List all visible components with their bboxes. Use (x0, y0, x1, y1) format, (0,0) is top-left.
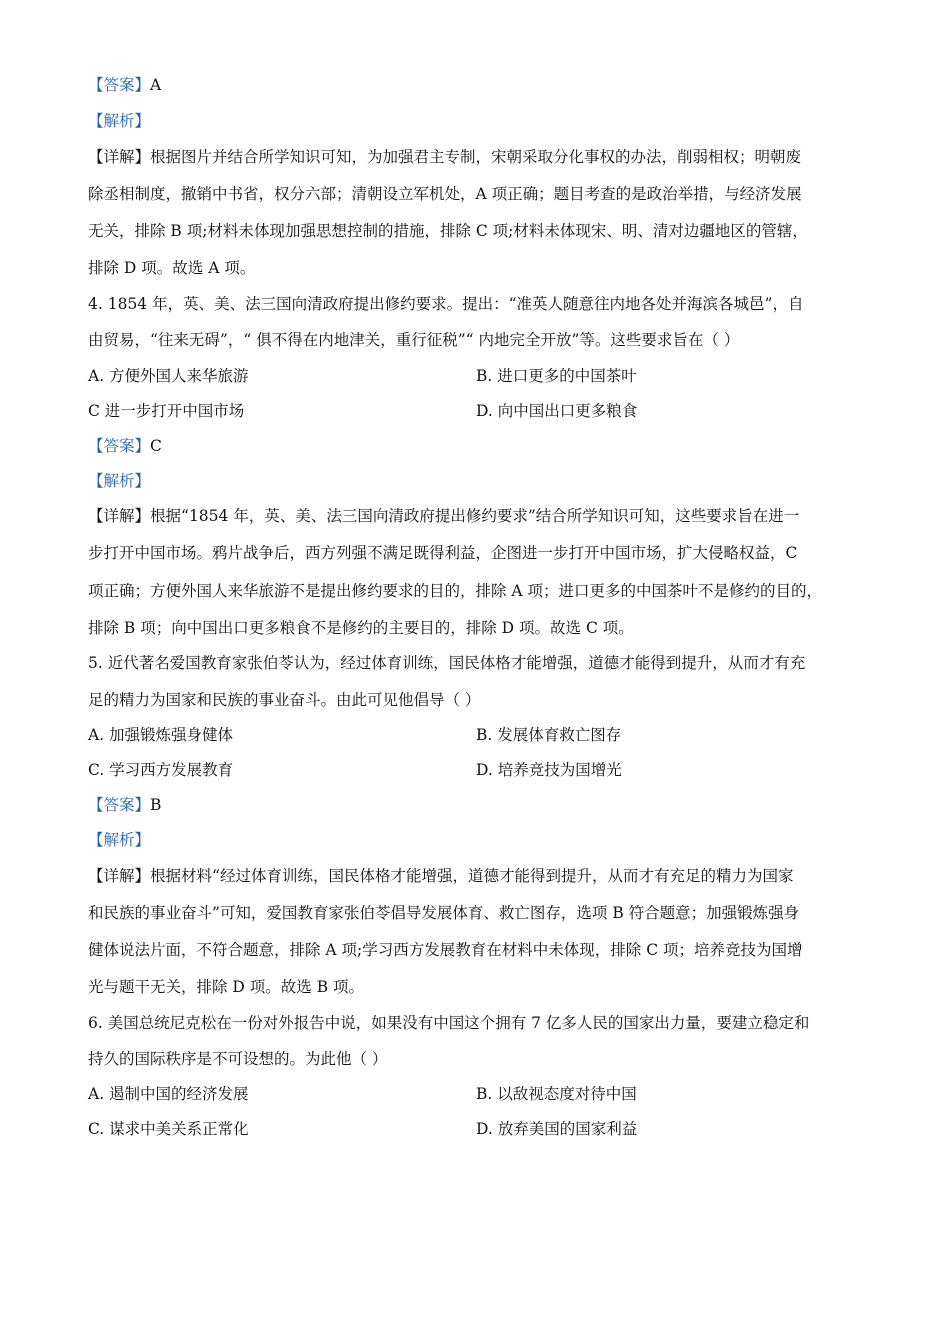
answer-tag: 【答案】 (88, 437, 151, 455)
q5-detail-line-2: 和民族的事业奋斗”可知，爱国教育家张伯苓倡导发展体育、救亡图存，选项 B 符合题意；加强锻炼强身 (88, 904, 800, 922)
q3-analysis-tag: 【解析】 (88, 112, 151, 130)
q6-option-d: D. 放弃美国的国家利益 (476, 1120, 638, 1138)
q6-option-c: C. 谋求中美关系正常化 (88, 1120, 249, 1138)
q5-analysis-tag: 【解析】 (88, 831, 151, 849)
q5-stem-line-1: 5. 近代著名爱国教育家张伯苓认为，经过体育训练，国民体格才能增强，道德才能得到提升，从而才有充 (88, 654, 806, 672)
q5-option-b: B. 发展体育救亡图存 (476, 726, 622, 744)
q4-option-c: C 进一步打开中国市场 (88, 402, 245, 420)
q5-detail-line-3: 健体说法片面，不符合题意，排除 A 项;学习西方发展教育在材料中未体现，排除 C 项；培养竞技为国增 (88, 941, 803, 959)
q5-option-d: D. 培养竞技为国增光 (476, 761, 622, 779)
q4-detail-line-4: 排除 B 项；向中国出口更多粮食不是修约的主要目的，排除 D 项。故选 C 项。 (88, 619, 634, 637)
q5-detail-line-1 (88, 865, 793, 887)
q4-detail-line-2: 步打开中国市场。鸦片战争后，西方列强不满足既得利益，企图进一步打开中国市场，扩大侵略权益，C (88, 544, 798, 562)
q3-detail-line-2: 除丞相制度，撤销中书省，权分六部；清朝设立军机处，A 项正确；题目考查的是政治举措，与经济发展 (88, 185, 802, 203)
q4-option-b: B. 进口更多的中国茶叶 (476, 367, 637, 385)
q4-option-a: A. 方便外国人来华旅游 (88, 367, 249, 385)
q5-answer-line (88, 794, 161, 816)
q4-analysis-tag: 【解析】 (88, 472, 151, 490)
q5-answer-value: B (150, 796, 162, 814)
q6-option-a: A. 遏制中国的经济发展 (88, 1085, 249, 1103)
q4-detail-line-3: 项正确；方便外国人来华旅游不是提出修约要求的目的，排除 A 项；进口更多的中国茶叶不是修约的目的， (88, 582, 823, 600)
detail-tag: 【详解】 (88, 507, 151, 525)
q3-detail-line-4: 排除 D 项。故选 A 项。 (88, 259, 256, 277)
q5-option-a: A. 加强锻炼强身健体 (88, 726, 234, 744)
answer-tag: 【答案】 (88, 76, 151, 94)
q3-answer-line (88, 74, 161, 96)
q5-stem-line-2: 足的精力为国家和民族的事业奋斗。由此可见他倡导（ ） (88, 691, 481, 709)
q3-detail-line-1 (88, 146, 801, 168)
q5-option-c: C. 学习西方发展教育 (88, 761, 234, 779)
q6-stem-line-1: 6. 美国总统尼克松在一份对外报告中说，如果没有中国这个拥有 7 亿多人民的国家出力量，要建立稳定和 (88, 1014, 810, 1032)
q3-detail-text-1: 根据图片并结合所学知识可知，为加强君主专制，宋朝采取分化事权的办法，削弱相权；明朝废 (150, 148, 802, 166)
q3-detail-line-3: 无关，排除 B 项;材料未体现加强思想控制的措施，排除 C 项;材料未体现宋、明、清对边疆地区的管辖， (88, 222, 808, 240)
q4-detail-text-1: 根据“1854 年，英、美、法三国向清政府提出修约要求”结合所学知识可知，这些要求旨在进一 (150, 507, 800, 525)
q5-detail-text-1: 根据材料“经过体育训练，国民体格才能增强，道德才能得到提升，从而才有充足的精力为国家 (150, 867, 794, 885)
q5-detail-line-4: 光与题干无关，排除 D 项。故选 B 项。 (88, 978, 365, 996)
q4-option-d: D. 向中国出口更多粮食 (476, 402, 638, 420)
answer-tag: 【答案】 (88, 796, 151, 814)
q4-answer-line (88, 435, 162, 457)
q3-answer-value: A (150, 76, 162, 94)
detail-tag: 【详解】 (88, 148, 151, 166)
q4-answer-value: C (150, 437, 162, 455)
detail-tag: 【详解】 (88, 867, 151, 885)
q4-stem-line-1: 4. 1854 年，英、美、法三国向清政府提出修约要求。提出：“准英人随意往内地各处并海滨各城邑”，自 (88, 295, 804, 313)
q4-stem-line-2: 由贸易，“往来无碍”，“ 俱不得在内地津关，重行征税”“ 内地完全开放”等。这些要求旨在（ ） (88, 331, 740, 349)
q6-option-b: B. 以敌视态度对待中国 (476, 1085, 637, 1103)
q4-detail-line-1 (88, 505, 799, 527)
q6-stem-line-2: 持久的国际秩序是不可设想的。为此他（ ） (88, 1050, 388, 1068)
